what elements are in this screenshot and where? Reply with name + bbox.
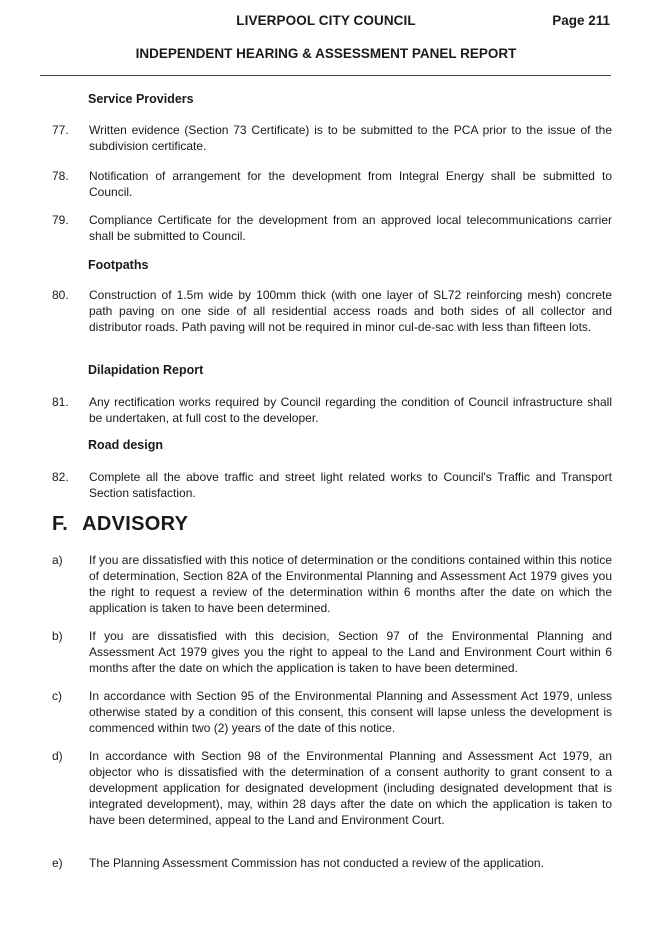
report-title: INDEPENDENT HEARING & ASSESSMENT PANEL REPORT	[135, 46, 517, 61]
condition-number: 80.	[52, 288, 69, 302]
condition-text: Compliance Certificate for the development from an approved local telecommunications carrier shall be submitted to Council.	[89, 213, 612, 243]
header-divider	[40, 75, 611, 76]
section-heading-advisory	[52, 513, 202, 536]
subheading-dilapidation-report: Dilapidation Report	[88, 363, 204, 377]
condition-text: Complete all the above traffic and street light related works to Council's Traffic and Transport Section satisfaction.	[89, 470, 612, 500]
subheading-road-design: Road design	[88, 438, 164, 452]
condition-text: Notification of arrangement for the development from Integral Energy shall be submitted to Council.	[89, 169, 612, 199]
subheading-service-providers: Service Providers	[88, 92, 194, 106]
condition-number: 79.	[52, 213, 69, 227]
advisory-label: c)	[52, 689, 62, 703]
advisory-label: a)	[52, 553, 63, 567]
condition-text: Any rectification works required by Council regarding the condition of Council infrastructure shall be undertaken, at full cost to the developer.	[89, 395, 612, 425]
condition-number: 77.	[52, 123, 69, 137]
condition-text: Construction of 1.5m wide by 100mm thick (with one layer of SL72 reinforcing mesh) concrete path paving on one side of all residential access roads and both sides of all collector and distributor roads. Path paving will not be required in minor cul-de-sac with less than fifteen lots.	[89, 288, 612, 334]
condition-text: Written evidence (Section 73 Certificate) is to be submitted to the PCA prior to the issue of the subdivision certificate.	[89, 123, 612, 153]
condition-number: 78.	[52, 169, 69, 183]
advisory-label: e)	[52, 856, 63, 870]
condition-number: 81.	[52, 395, 69, 409]
page-number: Page 211	[552, 13, 610, 28]
advisory-text: If you are dissatisfied with this decision, Section 97 of the Environmental Planning and Assessment Act 1979 gives you the right to appeal to the Land and Environment Court within 6 months after the date on which the application is taken to have been determined.	[89, 629, 612, 675]
condition-number: 82.	[52, 470, 69, 484]
advisory-text: In accordance with Section 95 of the Environmental Planning and Assessment Act 1979, unless otherwise stated by a condition of this consent, this consent will lapse unless the development is commenced within two (2) years of the date of this notice.	[89, 689, 612, 735]
council-name: LIVERPOOL CITY COUNCIL	[236, 13, 416, 28]
advisory-label: b)	[52, 629, 63, 643]
section-title: ADVISORY	[82, 513, 189, 535]
advisory-label: d)	[52, 749, 63, 763]
advisory-text: In accordance with Section 98 of the Environmental Planning and Assessment Act 1979, an objector who is dissatisfied with the determination of a consent authority to grant consent to a development application for designated development (including designated development that is integrated development), may, within 28 days after the date on which the application is taken to have been determined, appeal to the Land and Environment Court.	[89, 749, 612, 827]
advisory-text: The Planning Assessment Commission has not conducted a review of the application.	[89, 856, 544, 870]
subheading-footpaths: Footpaths	[88, 258, 149, 272]
advisory-text: If you are dissatisfied with this notice of determination or the conditions contained within this notice of determination, Section 82A of the Environmental Planning and Assessment Act 1979 gives you the right to request a review of the determination within 6 months after the date on which the application is taken to have been determined.	[89, 553, 612, 615]
section-letter: F.	[52, 513, 69, 535]
